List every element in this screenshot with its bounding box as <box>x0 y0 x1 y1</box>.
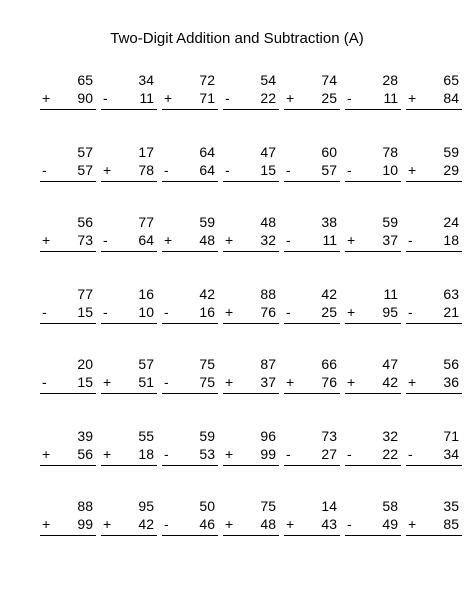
bottom-number: 16 <box>199 304 215 320</box>
operator-sign: - <box>164 516 169 532</box>
bottom-number: 48 <box>260 516 276 532</box>
top-number: 57 <box>138 356 154 372</box>
answer-line <box>162 109 218 110</box>
math-problem <box>404 428 464 488</box>
operator-sign: + <box>408 162 417 178</box>
answer-line <box>162 181 218 182</box>
answer-line <box>101 393 157 394</box>
operator-sign: - <box>286 446 291 462</box>
math-problem <box>38 286 98 346</box>
answer-line <box>345 393 401 394</box>
bottom-number: 37 <box>382 232 398 248</box>
answer-line <box>345 181 401 182</box>
math-problem <box>343 498 403 558</box>
top-number: 95 <box>138 498 154 514</box>
operator-sign: - <box>164 162 169 178</box>
math-problem <box>343 428 403 488</box>
operator-sign: + <box>286 374 295 390</box>
answer-line <box>345 251 401 252</box>
math-problem <box>38 144 98 204</box>
math-problem <box>404 498 464 558</box>
math-problem <box>160 214 220 274</box>
top-number: 35 <box>443 498 459 514</box>
top-number: 24 <box>443 214 459 230</box>
operator-sign: + <box>347 232 356 248</box>
answer-line <box>223 535 279 536</box>
top-number: 39 <box>77 428 93 444</box>
answer-line <box>101 251 157 252</box>
top-number: 77 <box>138 214 154 230</box>
bottom-number: 10 <box>382 162 398 178</box>
operator-sign: + <box>408 90 417 106</box>
top-number: 34 <box>138 72 154 88</box>
bottom-number: 32 <box>260 232 276 248</box>
top-number: 63 <box>443 286 459 302</box>
math-problem <box>99 356 159 416</box>
math-problem <box>282 214 342 274</box>
top-number: 78 <box>382 144 398 160</box>
bottom-number: 25 <box>321 90 337 106</box>
bottom-number: 21 <box>443 304 459 320</box>
bottom-number: 75 <box>199 374 215 390</box>
top-number: 65 <box>77 72 93 88</box>
operator-sign: + <box>347 374 356 390</box>
top-number: 56 <box>443 356 459 372</box>
top-number: 59 <box>382 214 398 230</box>
top-number: 11 <box>383 286 398 302</box>
bottom-number: 64 <box>199 162 215 178</box>
operator-sign: + <box>286 516 295 532</box>
bottom-number: 73 <box>77 232 93 248</box>
bottom-number: 29 <box>443 162 459 178</box>
bottom-number: 15 <box>77 374 93 390</box>
top-number: 87 <box>260 356 276 372</box>
operator-sign: - <box>347 162 352 178</box>
top-number: 59 <box>443 144 459 160</box>
math-problem <box>38 72 98 132</box>
top-number: 55 <box>138 428 154 444</box>
top-number: 54 <box>260 72 276 88</box>
answer-line <box>223 181 279 182</box>
bottom-number: 25 <box>321 304 337 320</box>
bottom-number: 53 <box>199 446 215 462</box>
operator-sign: - <box>42 374 47 390</box>
operator-sign: + <box>225 232 234 248</box>
answer-line <box>284 535 340 536</box>
bottom-number: 49 <box>382 516 398 532</box>
bottom-number: 15 <box>260 162 276 178</box>
bottom-number: 84 <box>443 90 459 106</box>
math-problem <box>221 72 281 132</box>
top-number: 88 <box>260 286 276 302</box>
answer-line <box>406 181 462 182</box>
top-number: 17 <box>138 144 154 160</box>
bottom-number: 57 <box>321 162 337 178</box>
answer-line <box>101 323 157 324</box>
bottom-number: 78 <box>138 162 154 178</box>
operator-sign: - <box>103 232 108 248</box>
answer-line <box>284 323 340 324</box>
operator-sign: + <box>103 516 112 532</box>
operator-sign: - <box>408 304 413 320</box>
answer-line <box>223 465 279 466</box>
math-problem <box>160 72 220 132</box>
answer-line <box>162 323 218 324</box>
bottom-number: 46 <box>199 516 215 532</box>
bottom-number: 99 <box>77 516 93 532</box>
math-problem <box>99 214 159 274</box>
operator-sign: - <box>103 304 108 320</box>
math-problem <box>404 286 464 346</box>
top-number: 77 <box>77 286 93 302</box>
top-number: 58 <box>382 498 398 514</box>
top-number: 59 <box>199 214 215 230</box>
operator-sign: + <box>286 90 295 106</box>
top-number: 47 <box>382 356 398 372</box>
math-problem <box>160 144 220 204</box>
operator-sign: - <box>408 446 413 462</box>
operator-sign: + <box>103 162 112 178</box>
answer-line <box>284 465 340 466</box>
top-number: 57 <box>77 144 93 160</box>
top-number: 71 <box>443 428 459 444</box>
answer-line <box>284 181 340 182</box>
math-problem <box>160 356 220 416</box>
math-problem <box>160 498 220 558</box>
math-problem <box>343 214 403 274</box>
answer-line <box>345 109 401 110</box>
top-number: 20 <box>77 356 93 372</box>
bottom-number: 95 <box>382 304 398 320</box>
bottom-number: 76 <box>260 304 276 320</box>
bottom-number: 22 <box>260 90 276 106</box>
top-number: 88 <box>77 498 93 514</box>
answer-line <box>101 181 157 182</box>
operator-sign: - <box>225 90 230 106</box>
math-problem <box>404 144 464 204</box>
answer-line <box>40 393 96 394</box>
answer-line <box>223 393 279 394</box>
operator-sign: - <box>286 304 291 320</box>
bottom-number: 48 <box>199 232 215 248</box>
operator-sign: - <box>347 516 352 532</box>
math-problem <box>99 144 159 204</box>
operator-sign: + <box>42 516 51 532</box>
bottom-number: 11 <box>322 232 337 248</box>
bottom-number: 42 <box>382 374 398 390</box>
answer-line <box>162 465 218 466</box>
top-number: 64 <box>199 144 215 160</box>
answer-line <box>162 251 218 252</box>
bottom-number: 11 <box>383 90 398 106</box>
bottom-number: 71 <box>199 90 215 106</box>
top-number: 28 <box>382 72 398 88</box>
top-number: 42 <box>199 286 215 302</box>
top-number: 60 <box>321 144 337 160</box>
top-number: 65 <box>443 72 459 88</box>
answer-line <box>406 109 462 110</box>
math-problem <box>221 144 281 204</box>
top-number: 48 <box>260 214 276 230</box>
bottom-number: 90 <box>77 90 93 106</box>
operator-sign: + <box>225 446 234 462</box>
math-problem <box>343 72 403 132</box>
top-number: 50 <box>199 498 215 514</box>
math-problem <box>404 214 464 274</box>
answer-line <box>406 535 462 536</box>
math-problem <box>38 428 98 488</box>
answer-line <box>284 251 340 252</box>
answer-line <box>345 323 401 324</box>
bottom-number: 37 <box>260 374 276 390</box>
math-problem <box>221 286 281 346</box>
math-problem <box>282 498 342 558</box>
answer-line <box>284 109 340 110</box>
math-problem <box>343 356 403 416</box>
operator-sign: - <box>42 304 47 320</box>
math-problem <box>99 286 159 346</box>
bottom-number: 10 <box>138 304 154 320</box>
bottom-number: 76 <box>321 374 337 390</box>
operator-sign: - <box>408 232 413 248</box>
math-problem <box>343 286 403 346</box>
bottom-number: 18 <box>138 446 154 462</box>
answer-line <box>345 535 401 536</box>
top-number: 72 <box>199 72 215 88</box>
math-problem <box>404 356 464 416</box>
operator-sign: + <box>42 232 51 248</box>
math-problem <box>221 356 281 416</box>
bottom-number: 36 <box>443 374 459 390</box>
top-number: 42 <box>321 286 337 302</box>
operator-sign: + <box>103 374 112 390</box>
answer-line <box>101 465 157 466</box>
bottom-number: 18 <box>443 232 459 248</box>
math-problem <box>221 428 281 488</box>
answer-line <box>40 535 96 536</box>
operator-sign: - <box>347 446 352 462</box>
math-problem <box>99 498 159 558</box>
math-problem <box>282 428 342 488</box>
bottom-number: 15 <box>77 304 93 320</box>
top-number: 73 <box>321 428 337 444</box>
answer-line <box>101 109 157 110</box>
top-number: 16 <box>138 286 154 302</box>
bottom-number: 51 <box>138 374 154 390</box>
top-number: 56 <box>77 214 93 230</box>
math-problem <box>38 356 98 416</box>
operator-sign: - <box>164 374 169 390</box>
math-problem <box>99 72 159 132</box>
top-number: 75 <box>199 356 215 372</box>
top-number: 66 <box>321 356 337 372</box>
answer-line <box>162 393 218 394</box>
top-number: 75 <box>260 498 276 514</box>
operator-sign: + <box>225 304 234 320</box>
bottom-number: 27 <box>321 446 337 462</box>
operator-sign: + <box>42 90 51 106</box>
math-problem <box>221 498 281 558</box>
math-problem <box>38 498 98 558</box>
math-problem <box>38 214 98 274</box>
top-number: 74 <box>321 72 337 88</box>
bottom-number: 64 <box>138 232 154 248</box>
answer-line <box>345 465 401 466</box>
top-number: 96 <box>260 428 276 444</box>
worksheet-title: Two-Digit Addition and Subtraction (A) <box>110 30 364 47</box>
math-problem <box>160 428 220 488</box>
bottom-number: 57 <box>77 162 93 178</box>
operator-sign: - <box>103 90 108 106</box>
math-problem <box>282 144 342 204</box>
top-number: 59 <box>199 428 215 444</box>
answer-line <box>406 393 462 394</box>
math-problem <box>282 286 342 346</box>
operator-sign: - <box>225 162 230 178</box>
operator-sign: - <box>347 90 352 106</box>
operator-sign: - <box>42 162 47 178</box>
answer-line <box>284 393 340 394</box>
bottom-number: 43 <box>321 516 337 532</box>
answer-line <box>40 109 96 110</box>
answer-line <box>40 251 96 252</box>
operator-sign: + <box>225 516 234 532</box>
answer-line <box>101 535 157 536</box>
math-problem <box>282 356 342 416</box>
top-number: 38 <box>321 214 337 230</box>
answer-line <box>406 251 462 252</box>
operator-sign: + <box>103 446 112 462</box>
answer-line <box>223 109 279 110</box>
bottom-number: 99 <box>260 446 276 462</box>
operator-sign: + <box>42 446 51 462</box>
operator-sign: - <box>164 446 169 462</box>
operator-sign: + <box>164 232 173 248</box>
top-number: 32 <box>382 428 398 444</box>
answer-line <box>223 323 279 324</box>
operator-sign: - <box>164 304 169 320</box>
answer-line <box>223 251 279 252</box>
bottom-number: 34 <box>443 446 459 462</box>
math-problem <box>404 72 464 132</box>
math-problem <box>221 214 281 274</box>
bottom-number: 22 <box>382 446 398 462</box>
math-problem <box>99 428 159 488</box>
top-number: 47 <box>260 144 276 160</box>
operator-sign: + <box>408 374 417 390</box>
top-number: 14 <box>321 498 337 514</box>
answer-line <box>40 465 96 466</box>
bottom-number: 56 <box>77 446 93 462</box>
answer-line <box>162 535 218 536</box>
operator-sign: + <box>347 304 356 320</box>
math-problem <box>160 286 220 346</box>
math-problem <box>282 72 342 132</box>
bottom-number: 11 <box>139 90 154 106</box>
answer-line <box>406 323 462 324</box>
bottom-number: 42 <box>138 516 154 532</box>
operator-sign: - <box>286 162 291 178</box>
math-problem <box>343 144 403 204</box>
answer-line <box>40 181 96 182</box>
operator-sign: + <box>408 516 417 532</box>
operator-sign: - <box>286 232 291 248</box>
operator-sign: + <box>225 374 234 390</box>
answer-line <box>406 465 462 466</box>
bottom-number: 85 <box>443 516 459 532</box>
operator-sign: + <box>164 90 173 106</box>
answer-line <box>40 323 96 324</box>
